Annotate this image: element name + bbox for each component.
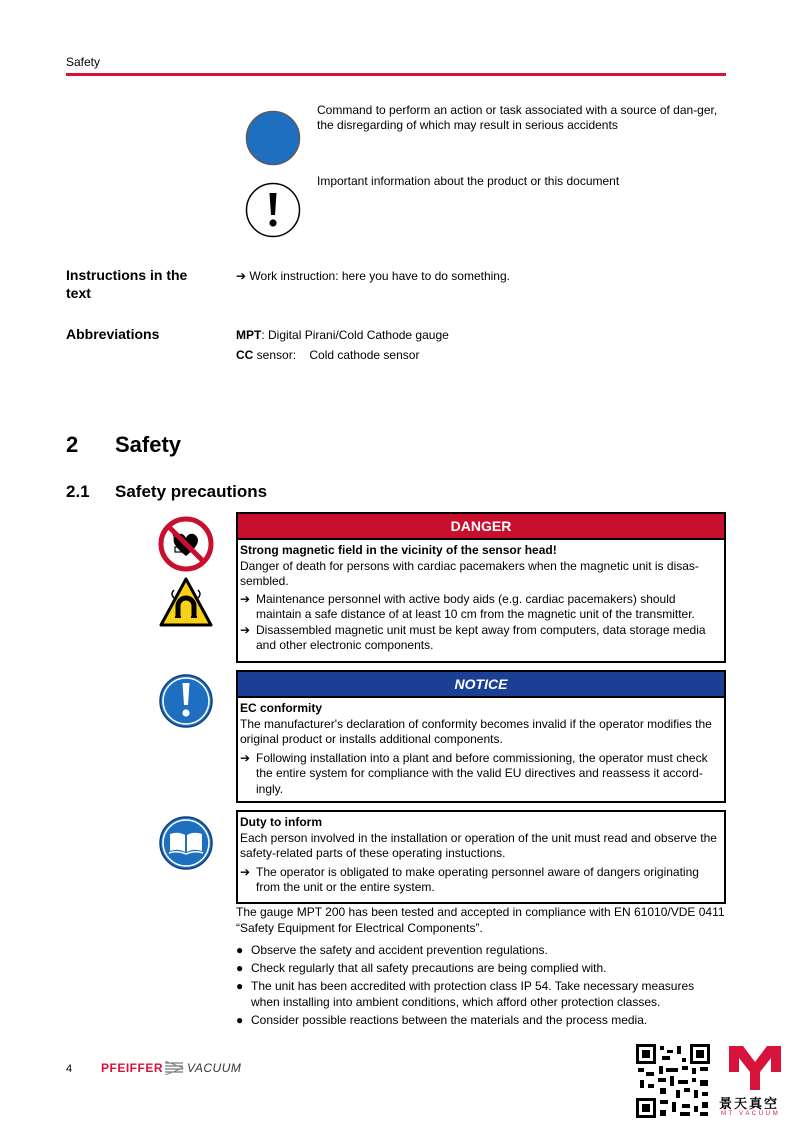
pfeiffer-logo: [101, 1061, 241, 1075]
page-header-title: Safety: [66, 55, 101, 69]
list-item-text: Observe the safety and accident prevention regulations.: [251, 943, 548, 957]
inform-title: Duty to inform: [240, 815, 322, 829]
mt-vacuum-cn: 景天真空: [719, 1096, 780, 1111]
instructions-text: [236, 268, 510, 284]
arrow-icon: ➔: [236, 269, 247, 283]
mandatory-exclamation-icon: [158, 673, 214, 729]
abbreviations-label: Abbreviations: [66, 326, 160, 342]
list-item: ● Consider possible reactions between the materials and the process media.: [236, 1013, 648, 1027]
danger-title: Strong magnetic field in the vicinity of the sensor head!: [240, 543, 557, 557]
instructions-work-text: Work instruction: here you have to do something.: [249, 269, 510, 283]
danger-item-text: Maintenance personnel with active body aids (e.g. cardiac pacemakers) should maintain a safe distance of at least 10 cm from the magnetic unit of the transmitter.: [256, 591, 695, 621]
notice-title: EC conformity: [240, 701, 323, 715]
read-manual-icon: [158, 815, 214, 871]
header-rule: [66, 73, 726, 76]
page-number: 4: [66, 1063, 73, 1075]
notice-box: [236, 670, 726, 803]
list-item: ● Check regularly that all safety precautions are being complied with.: [236, 961, 607, 975]
danger-text: Danger of death for persons with cardiac pacemakers when the magnetic unit is disas-sembled.: [240, 558, 699, 588]
abbreviation-key: CC: [236, 348, 254, 362]
mt-vacuum-en: M T V A C U U M: [721, 1111, 779, 1117]
abbreviation-key: MPT: [236, 328, 262, 342]
compliance-text: The gauge MPT 200 has been tested and accepted in compliance with EN 61010/VDE 0411 “Safety Equipment for Electrical Components”.: [236, 905, 725, 935]
notice-item-text: Following installation into a plant and before commissioning, the operator must check the entire system for compliance with the valid EU directives and reassess it accord-ingly.: [256, 750, 708, 796]
list-item-text: Check regularly that all safety precautions are being complied with.: [251, 961, 607, 975]
abbreviation-value: sensor: Cold cathode sensor: [253, 348, 420, 362]
brand-pfeiffer: PFEIFFER: [101, 1061, 164, 1075]
exclamation-circle-icon: [245, 182, 301, 238]
subsection-number: 2.1: [66, 482, 90, 501]
list-item: ● The unit has been accredited with protection class IP 54. Take necessary measures when installing into ambient conditions, which afford other protection classes.: [236, 978, 726, 1010]
abbreviation-value: : Digital Pirani/Cold Cathode gauge: [261, 328, 449, 342]
symbol-command-text: Command to perform an action or task associated with a source of dan-ger, the disregarding of which may result in serious accidents: [317, 103, 718, 132]
arrow-icon: ➔: [240, 750, 251, 765]
instructions-label: Instructions in the text: [66, 267, 188, 301]
abbreviation-cc: [236, 347, 419, 363]
mt-vacuum-logo-icon: [729, 1046, 781, 1090]
no-pacemaker-icon: [158, 516, 214, 572]
inform-box: [236, 810, 726, 904]
danger-box: [236, 512, 726, 663]
danger-item: [240, 592, 722, 623]
list-item-text: Consider possible reactions between the materials and the process media.: [251, 1013, 648, 1027]
abbreviation-mpt: [236, 327, 449, 343]
brand-vacuum: VACUUM: [187, 1061, 242, 1075]
section-title: Safety: [115, 432, 182, 457]
arrow-icon: ➔: [240, 591, 251, 606]
subsection-title: Safety precautions: [115, 482, 268, 501]
symbol-info-text: Important information about the product or this document: [317, 174, 620, 188]
arrow-icon: ➔: [240, 864, 251, 879]
magnetic-field-warning-icon: [158, 576, 214, 628]
qr-code-icon: [636, 1044, 710, 1118]
pfeiffer-logo-mark-icon: [165, 1061, 185, 1075]
arrow-icon: ➔: [240, 622, 251, 637]
inform-text: Each person involved in the installation or operation of the unit must read and observe the safety-related parts of these operating instuctions.: [240, 830, 717, 860]
inform-item: [240, 865, 722, 896]
notice-item: [240, 751, 722, 798]
section-number: 2: [66, 432, 79, 457]
danger-item-text: Disassembled magnetic unit must be kept away from computers, data storage media and other electronic components.: [256, 622, 706, 652]
blue-command-circle-icon: [245, 110, 301, 166]
notice-text: The manufacturer's declaration of conformity becomes invalid if the operator modifies the original product or installs additional components.: [240, 716, 712, 746]
danger-item: [240, 623, 722, 654]
list-item-text: The unit has been accredited with protection class IP 54. Take necessary measures when installing into ambient conditions, which afford other protection classes.: [251, 979, 695, 1009]
inform-item-text: The operator is obligated to make operating personnel aware of dangers originating from the unit or the entire system.: [256, 864, 699, 894]
notice-header: NOTICE: [238, 672, 724, 696]
danger-header: DANGER: [238, 514, 724, 538]
list-item: ● Observe the safety and accident prevention regulations.: [236, 943, 548, 957]
bullet-list: [236, 942, 726, 1030]
